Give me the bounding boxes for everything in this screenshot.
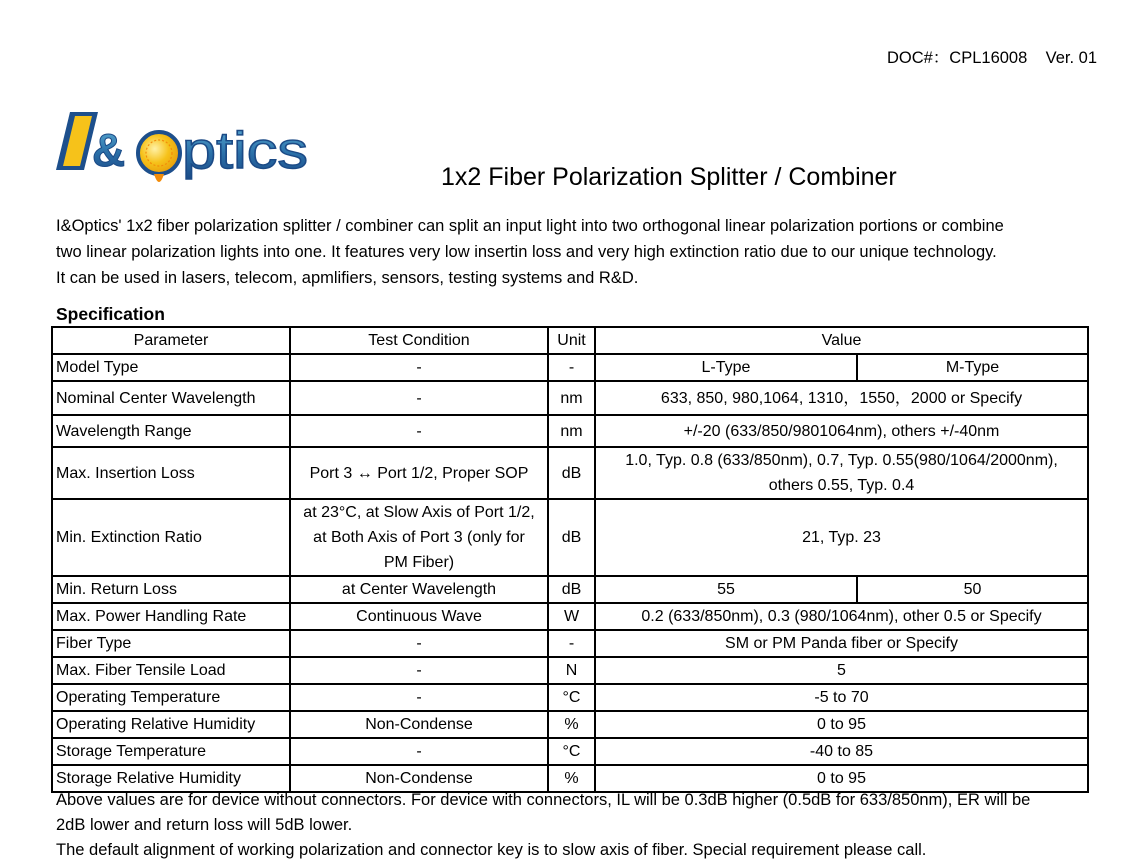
cell-unit: °C — [548, 684, 595, 711]
cell-condition: Non-Condense — [290, 711, 548, 738]
cell-condition: Continuous Wave — [290, 603, 548, 630]
cell-unit: W — [548, 603, 595, 630]
cell-condition: - — [290, 684, 548, 711]
cell-parameter: Operating Temperature — [52, 684, 290, 711]
header-test-condition: Test Condition — [290, 327, 548, 354]
table-row — [52, 738, 1088, 765]
cell-condition: - — [290, 657, 548, 684]
cell-value-m-type: M-Type — [857, 354, 1088, 381]
footnote-line: The default alignment of working polarization and connector key is to slow axis of fiber. Special requirement please call. — [56, 841, 927, 859]
cell-parameter: Min. Extinction Ratio — [52, 499, 290, 576]
cell-condition: Port 3 ↔ Port 1/2, Proper SOP — [290, 447, 548, 499]
cell-value-l-type: 55 — [595, 576, 857, 603]
cell-unit: - — [548, 354, 595, 381]
intro-line: It can be used in lasers, telecom, apmlifiers, sensors, testing systems and R&D. — [56, 269, 639, 287]
cell-condition: - — [290, 381, 548, 415]
table-row — [52, 684, 1088, 711]
cell-value: 633, 850, 980,1064, 1310，1550，2000 or Specify — [595, 381, 1088, 415]
table-row — [52, 415, 1088, 447]
cell-condition: at Center Wavelength — [290, 576, 548, 603]
cell-parameter: Max. Fiber Tensile Load — [52, 657, 290, 684]
intro-line: I&Optics' 1x2 fiber polarization splitter / combiner can split an input light into two orthogonal linear polarization portions or combine — [56, 217, 1004, 235]
cell-parameter: Fiber Type — [52, 630, 290, 657]
cell-condition: Non-Condense — [290, 765, 548, 792]
logo-ampersand: & — [92, 124, 126, 176]
cell-value-m-type: 50 — [857, 576, 1088, 603]
cell-value: 0 to 95 — [595, 711, 1088, 738]
cell-parameter: Storage Temperature — [52, 738, 290, 765]
logo-o-ball — [138, 132, 180, 174]
cell-condition: - — [290, 354, 548, 381]
header-unit: Unit — [548, 327, 595, 354]
specification-heading: Specification — [56, 304, 165, 324]
footnote-line: Above values are for device without connectors. For device with connectors, IL will be 0.3dB higher (0.5dB for 633/850nm), ER will be — [56, 791, 1031, 809]
cell-value: 21, Typ. 23 — [595, 499, 1088, 576]
cell-parameter: Model Type — [52, 354, 290, 381]
table-row — [52, 381, 1088, 415]
cell-unit: dB — [548, 576, 595, 603]
cell-unit: dB — [548, 447, 595, 499]
cell-unit: °C — [548, 738, 595, 765]
cell-condition: - — [290, 738, 548, 765]
cell-unit: nm — [548, 415, 595, 447]
cell-condition-line: at 23°C, at Slow Axis of Port 1/2, — [303, 504, 535, 521]
cell-unit: N — [548, 657, 595, 684]
table-row — [52, 354, 1088, 381]
company-logo — [56, 110, 312, 192]
cell-parameter: Storage Relative Humidity — [52, 765, 290, 792]
cell-unit: - — [548, 630, 595, 657]
cell-unit: nm — [548, 381, 595, 415]
cell-value: 5 — [595, 657, 1088, 684]
cell-parameter: Nominal Center Wavelength — [52, 381, 290, 415]
cell-value: 0 to 95 — [595, 765, 1088, 792]
table-row — [52, 603, 1088, 630]
table-header-row — [52, 327, 1088, 354]
cell-value: SM or PM Panda fiber or Specify — [595, 630, 1088, 657]
cell-condition-line: at Both Axis of Port 3 (only for — [313, 529, 525, 546]
cell-condition: - — [290, 415, 548, 447]
specification-table — [51, 326, 1089, 793]
table-row — [52, 657, 1088, 684]
table-row — [52, 576, 1088, 603]
cell-parameter: Min. Return Loss — [52, 576, 290, 603]
cell-value: -5 to 70 — [595, 684, 1088, 711]
intro-line: two linear polarization lights into one. It features very low insertin loss and very high extinction ratio due to our unique technology. — [56, 243, 997, 261]
cell-value-line: 1.0, Typ. 0.8 (633/850nm), 0.7, Typ. 0.55(980/1064/2000nm), — [625, 452, 1058, 469]
cell-condition-line: PM Fiber) — [383, 554, 455, 571]
document-number: DOC#：CPL16008 Ver. 01 — [886, 49, 1097, 67]
cell-unit: % — [548, 711, 595, 738]
logo-ptics: ptics — [182, 122, 308, 180]
footnotes — [56, 788, 1106, 863]
cell-value: +/-20 (633/850/9801064nm), others +/-40nm — [595, 415, 1088, 447]
cell-parameter: Max. Insertion Loss — [52, 447, 290, 499]
cell-unit: % — [548, 765, 595, 792]
footnote-line: 2dB lower and return loss will 5dB lower. — [56, 816, 353, 834]
cell-unit: dB — [548, 499, 595, 576]
header-value: Value — [595, 327, 1088, 354]
cell-condition: - — [290, 630, 548, 657]
cell-value — [595, 447, 1088, 499]
header-parameter: Parameter — [52, 327, 290, 354]
cell-value-line: others 0.55, Typ. 0.4 — [768, 477, 915, 494]
cell-value: 0.2 (633/850nm), 0.3 (980/1064nm), other 0.5 or Specify — [595, 603, 1088, 630]
page-title: 1x2 Fiber Polarization Splitter / Combiner — [441, 163, 897, 191]
cell-parameter: Max. Power Handling Rate — [52, 603, 290, 630]
intro-paragraph — [56, 213, 1096, 291]
table-row — [52, 447, 1088, 499]
table-row — [52, 499, 1088, 576]
cell-value-l-type: L-Type — [595, 354, 857, 381]
cell-condition — [290, 499, 548, 576]
cell-value: -40 to 85 — [595, 738, 1088, 765]
table-row — [52, 630, 1088, 657]
cell-parameter: Operating Relative Humidity — [52, 711, 290, 738]
table-row — [52, 711, 1088, 738]
cell-parameter: Wavelength Range — [52, 415, 290, 447]
